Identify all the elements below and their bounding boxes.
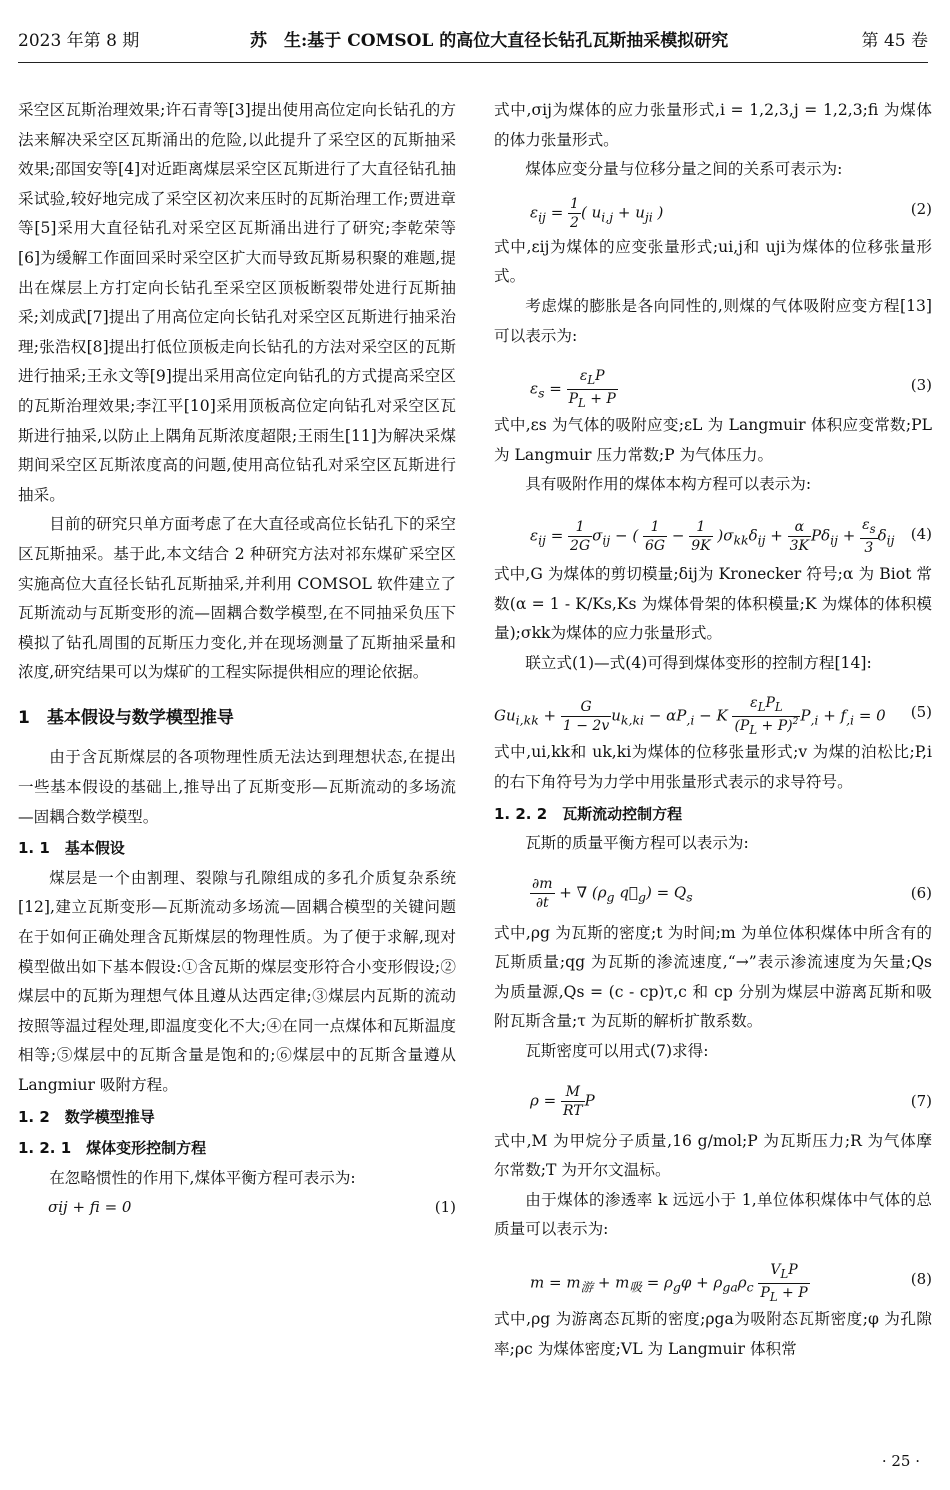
right-paragraph-12: 瓦斯密度可以用式(7)求得: (525, 1042, 709, 1061)
right-paragraph-3: 式中,εij为煤体的应变张量形式;ui,j和 uji为煤体的位移张量形式。 (494, 237, 932, 286)
right-paragraph-7: 式中,G 为煤体的剪切模量;δij为 Kronecker 符号;α 为 Biot 常数(α = 1 - K/Ks,Ks 为煤体骨架的体积模量;K 为煤体的体积模量);σkk为煤体的应力张量形式。 (494, 564, 932, 643)
equation-3-formula: $\varepsilon_s$ = $\frac{\varepsilon_LP}{P_L + P}$ (530, 368, 616, 410)
left-paragraph-3: 由于含瓦斯煤层的各项物理性质无法达到理想状态,在提出一些基本假设的基础上,推导出了瓦斯变形—瓦斯流动的多场流—固耦合数学模型。 (18, 748, 456, 826)
left-paragraph-5: 在忽略惯性的作用下,煤体平衡方程可表示为: (49, 1168, 356, 1187)
equation-7-number: (7) (910, 1091, 932, 1110)
section-1-2-heading: 1. 2 数学模型推导 (18, 1107, 155, 1126)
right-paragraph-15: 式中,ρg 为游离态瓦斯的密度;ρga为吸附态瓦斯密度;φ 为孔隙率;ρc 为煤体密度;VL 为 Langmuir 体积常 (494, 1310, 932, 1358)
section-1-2-2-heading: 1. 2. 2 瓦斯流动控制方程 (494, 804, 683, 823)
equation-2-formula: $\varepsilon_{ij}$ = $\frac{1}{2}$ ( $u_{i,j} + u_{ji}$ ) (530, 195, 664, 231)
right-paragraph-6: 具有吸附作用的煤体本构方程可以表示为: (525, 475, 812, 494)
left-column (18, 96, 456, 1227)
right-paragraph-14: 由于煤体的渗透率 k 远远小于 1,单位体积煤体中气体的总质量可以表示为: (494, 1190, 932, 1239)
section-1-1-heading: 1. 1 基本假设 (18, 839, 125, 858)
page-number: · 25 · (881, 1452, 920, 1470)
equation-5-number: (5) (910, 703, 932, 722)
right-paragraph-2: 煤体应变分量与位移分量之间的关系可表示为: (525, 160, 843, 179)
equation-8-formula: $m = m_游 + m_吸 = \rho_g\varphi + \rho_{ga}\rho_c$ $\frac{V_LP}{P_L + P}$ (530, 1262, 808, 1304)
equation-4-number: (4) (910, 524, 932, 543)
right-paragraph-9: 式中,ui,kk和 uk,ki为煤体的位移张量形式;v 为煤的泊松比;P,i的右下角符号为力学中用张量形式表示的求导符号。 (494, 743, 932, 791)
equation-8-number: (8) (910, 1270, 932, 1289)
right-paragraph-10: 瓦斯的质量平衡方程可以表示为: (525, 834, 749, 853)
equation-3-number: (3) (910, 376, 932, 395)
equation-1-number: (1) (434, 1198, 456, 1217)
section-1-heading: 1 基本假设与数学模型推导 (18, 707, 234, 728)
journal-volume: 第 45 卷 (861, 31, 928, 51)
page-header (18, 26, 928, 66)
section-1-2-1-heading: 1. 2. 1 煤体变形控制方程 (18, 1139, 207, 1158)
journal-issue: 2023 年第 8 期 (18, 31, 140, 51)
equation-4-formula: $\varepsilon_{ij}$ = $\frac{1}{2G}$ $\sigma_{ij}$ − ( $\frac{1}{6G}$ − $\frac{1}{9K}$ )$\sigma_{kk}\delta_{ij}$ + $\frac{\alpha}{3K}$ $P\delta_{ij}$ + $\frac{\varepsilon_s}{3}$ $\delta_{ij}$ (530, 516, 895, 556)
equation-1 (18, 1193, 456, 1227)
right-paragraph-13: 式中,M 为甲烷分子质量,16 g/mol;P 为瓦斯压力;R 为气体摩尔常数;T 为开尔文温标。 (494, 1131, 932, 1180)
equation-2 (494, 185, 932, 233)
equation-6-number: (6) (910, 883, 932, 902)
right-paragraph-4: 考虑煤的膨胀是各向同性的,则煤的气体吸附应变方程[13]可以表示为: (494, 296, 932, 345)
article-running-title: 苏 生:基于 COMSOL 的高位大直径长钻孔瓦斯抽采模拟研究 (250, 31, 729, 51)
left-paragraph-4: 煤层是一个由割理、裂隙与孔隙组成的多孔介质复杂系统[12],建立瓦斯变形—瓦斯流动多场流—固耦合模型的关键问题在于如何正确处理含瓦斯煤层的物理性质。为了便于求解,现对模型做出如下基本假设:①含瓦斯的煤层变形符合小变形假设;②煤层中的瓦斯为理想气体且遵从达西定律;③煤层内瓦斯的流动按照等温过程处理,即温度变化不大;④在同一点煤体和瓦斯温度相等;⑤煤层中的瓦斯含量是饱和的;⑥煤层中的瓦斯含量遵从 Langmiur 吸附方程。 (18, 868, 456, 1094)
left-paragraph-2: 目前的研究只单方面考虑了在大直径或高位长钻孔下的采空区瓦斯抽采。基于此,本文结合 2 种研究方法对祁东煤矿采空区实施高位大直径长钻孔瓦斯抽采,并利用 COMSOL 软件建立了瓦斯流动与瓦斯变形的流—固耦合数学模型,在不同抽采负压下模拟了钻孔周围的瓦斯压力变化,并在现场测量了瓦斯抽采量和浓度,研究结果可以为煤矿的工程实际提供相应的理论依据。 (18, 515, 456, 682)
equation-2-number: (2) (910, 199, 932, 218)
equation-1-formula: σij + fi = 0 (48, 1198, 132, 1217)
left-paragraph-1: 采空区瓦斯治理效果;许石青等[3]提出使用高位定向长钻孔的方法来解决采空区瓦斯涌出的危险,以此提升了采空区的瓦斯抽采效果;邵国安等[4]对近距离煤层采空区瓦斯进行了大直径钻孔抽采试验,较好地完成了采空区初次来压时的瓦斯治理工作;贾进章等[5]采用大直径钻孔对采空区瓦斯涌出进行了研究;李乾荣等[6]为缓解工作面回采时采空区扩大而导致瓦斯易积聚的难题,提出在煤层上方打定向长钻孔至采空区顶板断裂带处进行瓦斯抽采;刘成武[7]提出了用高位定向长钻孔对采空区瓦斯进行抽采治理;张浩权[8]提出打低位顶板走向长钻孔的方法对采空区的瓦斯进行抽采;王永文等[9]提出采用高位定向钻孔的方式提高采空区的瓦斯治理效果;李江平[10]采用顶板高位定向钻孔对采空区瓦斯进行抽采,以防止上隅角瓦斯浓度超限;王雨生[11]为解决采煤期间采空区瓦斯浓度高的问题,使用高位钻孔对采空区瓦斯进行抽采。 (18, 101, 456, 504)
equation-6-formula: $\frac{\partial m}{\partial t}$ + ∇ ($\rho_g$ $q⃗_g) = Q_s$ (532, 875, 693, 911)
right-paragraph-8: 联立式(1)—式(4)可得到煤体变形的控制方程[14]: (525, 653, 872, 672)
right-paragraph-5: 式中,εs 为气体的吸附应变;εL 为 Langmuir 体积应变常数;PL 为 Langmuir 压力常数;P 为气体压力。 (494, 416, 932, 464)
right-paragraph-11: 式中,ρg 为瓦斯的密度;t 为时间;m 为单位体积煤体中所含有的瓦斯质量;qg 为瓦斯的渗流速度,“→”表示渗流速度为矢量;Qs 为质量源,Qs = (c - cp)τ,c 和 cp 分别为煤层中游离瓦斯和吸附瓦斯含量;τ 为瓦斯的解析扩散系数。 (494, 923, 932, 1031)
equation-8 (494, 1245, 932, 1305)
right-paragraph-1: 式中,σij为煤体的应力张量形式,i = 1,2,3,j = 1,2,3;fi 为煤体的体力张量形式。 (494, 101, 932, 149)
header-rule (18, 62, 928, 63)
equation-6 (494, 859, 932, 919)
equation-5-formula: $Gu_{i,kk}$ + $\frac{G}{1 - 2v}$ $u_{k,ki} - \alpha P_{,i} - K$ $\frac{\varepsilon_LP_L}{(P_L + P)^2}$ $P_{,i} + f_{,i} = 0$ (494, 695, 886, 737)
equation-3 (494, 351, 932, 411)
right-column (494, 96, 932, 1364)
equation-7-formula: ρ = $\frac{M}{RT}$ P (530, 1083, 595, 1119)
equation-4 (494, 500, 932, 560)
equation-5 (494, 678, 932, 738)
equation-7 (494, 1067, 932, 1127)
